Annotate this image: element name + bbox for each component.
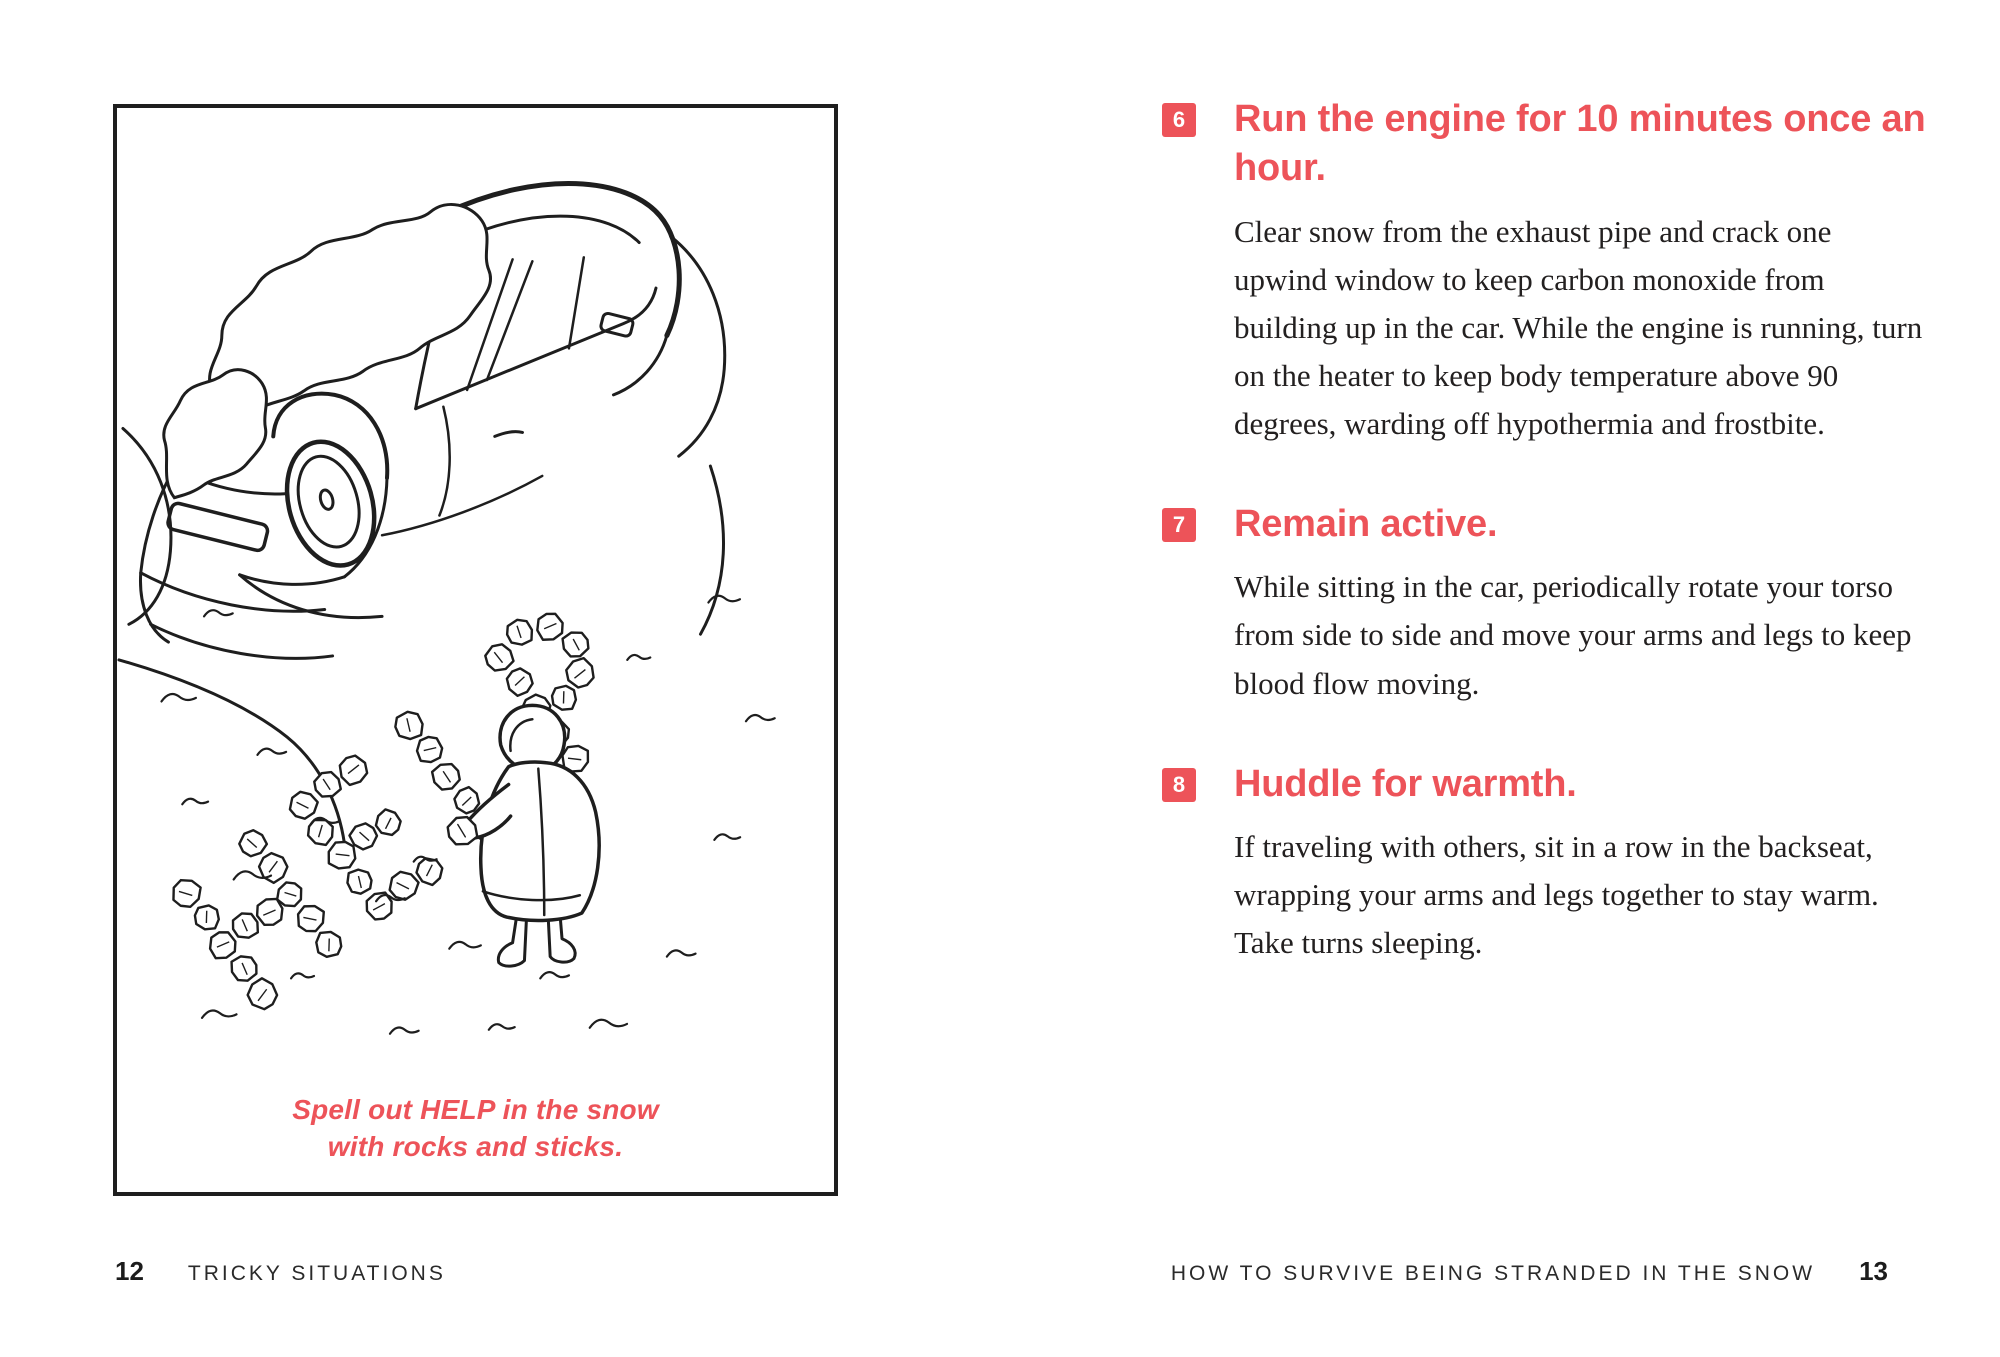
step-number: 7 xyxy=(1172,512,1186,538)
step-title: Huddle for warmth. xyxy=(1234,762,1577,805)
left-footer xyxy=(115,1256,446,1287)
step-item-7 xyxy=(1162,500,1937,708)
page-number-left: 12 xyxy=(115,1256,144,1286)
illustration-caption xyxy=(117,1091,834,1166)
step-title: Run the engine for 10 minutes once an hour. xyxy=(1234,98,1926,190)
right-leg xyxy=(548,915,575,962)
page-number-right: 13 xyxy=(1859,1256,1888,1286)
snow-drift xyxy=(700,466,723,634)
walking-person-illustration xyxy=(443,705,600,966)
step-badge xyxy=(1162,508,1196,542)
section-title: TRICKY SITUATIONS xyxy=(187,1262,446,1285)
step-badge xyxy=(1162,768,1196,802)
step-body: If traveling with others, sit in a row in the backseat, wrapping your arms and legs together to stay warm. Take turns sleeping. xyxy=(1234,828,1879,961)
rear-wheel xyxy=(273,431,388,576)
snow-drift xyxy=(123,428,171,624)
taillight xyxy=(167,502,269,552)
caption-line-1: Spell out HELP in the snow xyxy=(292,1093,659,1125)
trunk-snow xyxy=(164,370,267,498)
step-badge xyxy=(1162,103,1196,137)
step-body: Clear snow from the exhaust pipe and crack one upwind window to keep carbon monoxide from building up in the car. While the engine is running, turn on the heater to keep body temperature above 90 degrees, warding off hypothermia and frostbite. xyxy=(1234,213,1923,441)
step-number: 8 xyxy=(1172,771,1186,797)
rock-letter-h xyxy=(159,815,359,1023)
rock-letter-e xyxy=(276,741,457,935)
steps-list xyxy=(1162,95,1937,1019)
left-leg xyxy=(498,917,526,966)
step-item-6 xyxy=(1162,95,1937,448)
stranded-car-illustration xyxy=(117,108,834,1192)
step-title: Remain active. xyxy=(1234,503,1498,546)
caption-line-2: with rocks and sticks. xyxy=(327,1131,624,1163)
step-body: While sitting in the car, periodically rotate your torso from side to side and move your arms and legs to keep blood flow moving. xyxy=(1234,569,1912,701)
step-item-8 xyxy=(1162,760,1937,968)
step-number: 6 xyxy=(1172,107,1186,132)
right-footer xyxy=(1171,1256,1888,1287)
chapter-title: HOW TO SURVIVE BEING STRANDED IN THE SNOW xyxy=(1170,1262,1816,1285)
illustration-frame xyxy=(113,104,838,1196)
